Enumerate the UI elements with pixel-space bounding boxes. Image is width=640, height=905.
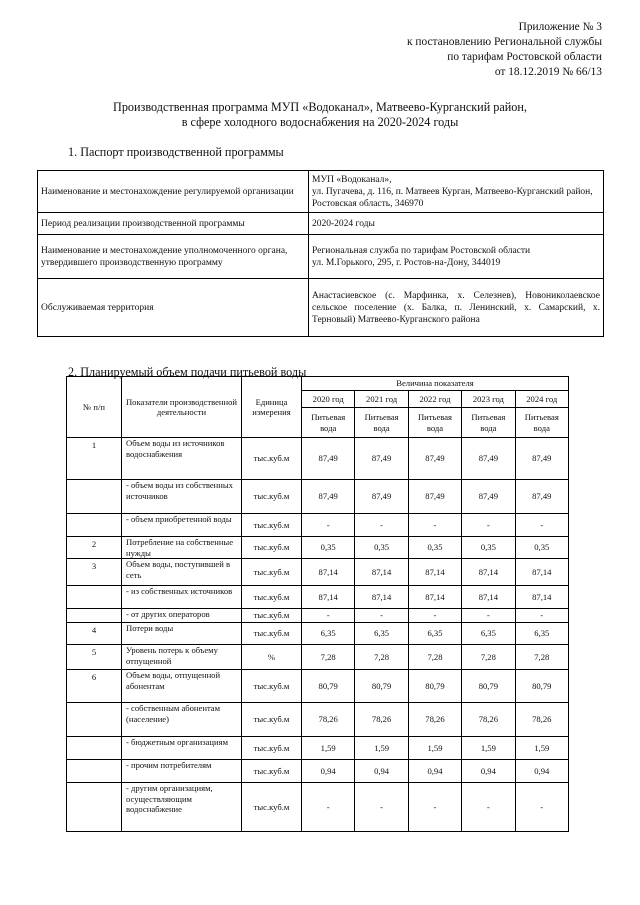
passport-row <box>38 235 604 279</box>
appendix-line-4: от 18.12.2019 № 66/13 <box>494 66 602 78</box>
row-value: 87,49 <box>302 480 355 514</box>
passport-row <box>38 213 604 235</box>
row-value: 87,14 <box>302 559 355 586</box>
row-number <box>67 737 122 760</box>
row-value: 1,59 <box>515 737 568 760</box>
row-value: - <box>302 609 355 623</box>
row-indicator: - от других операторов <box>122 609 242 623</box>
table-row <box>67 609 569 623</box>
row-value: 87,49 <box>408 438 461 480</box>
row-number <box>67 703 122 737</box>
row-number <box>67 586 122 609</box>
row-number: 2 <box>67 537 122 559</box>
row-number: 5 <box>67 645 122 670</box>
row-indicator: - из собственных источников <box>122 586 242 609</box>
row-unit: тыс.куб.м <box>242 609 302 623</box>
table-row <box>67 645 569 670</box>
row-value: 7,28 <box>355 645 408 670</box>
table-row <box>67 670 569 703</box>
row-value: 0,35 <box>408 537 461 559</box>
passport-value <box>309 235 604 279</box>
passport-row <box>38 171 604 213</box>
header-num: № п/п <box>67 377 122 438</box>
row-value: - <box>462 609 515 623</box>
row-value: - <box>515 783 568 832</box>
section-2-heading: 2. Планируемый объем подачи питьевой воды <box>68 365 307 379</box>
row-indicator: Потери воды <box>122 623 242 645</box>
table-row <box>67 559 569 586</box>
row-value: 6,35 <box>408 623 461 645</box>
header-water: Питьевая вода <box>302 408 355 438</box>
row-number <box>67 514 122 537</box>
row-indicator: - собственным абонентам (население) <box>122 703 242 737</box>
row-value: - <box>355 783 408 832</box>
row-value: 78,26 <box>355 703 408 737</box>
appendix-line-3: по тарифам Ростовской области <box>447 51 602 63</box>
row-number: 6 <box>67 670 122 703</box>
row-unit: тыс.куб.м <box>242 737 302 760</box>
row-value: 87,14 <box>462 586 515 609</box>
passport-label: Наименование и местонахождение уполномоченного органа, утвердившего производственную программу <box>38 235 309 279</box>
section-1-heading: 1. Паспорт производственной программы <box>68 145 284 159</box>
document-title <box>0 100 640 130</box>
header-indicator: Показатели производственной деятельности <box>122 377 242 438</box>
table-row <box>67 703 569 737</box>
row-number: 1 <box>67 438 122 480</box>
row-value: 80,79 <box>355 670 408 703</box>
row-unit: тыс.куб.м <box>242 586 302 609</box>
row-indicator: - другим организациям, осуществляющим водоснабжение <box>122 783 242 832</box>
passport-value-line: ул. М.Горького, 295, г. Ростов-на-Дону, 344019 <box>312 257 501 268</box>
row-value: 87,14 <box>408 559 461 586</box>
header-water: Питьевая вода <box>355 408 408 438</box>
passport-value: 2020-2024 годы <box>309 213 604 235</box>
row-value: 87,14 <box>462 559 515 586</box>
row-value: 78,26 <box>408 703 461 737</box>
row-unit: тыс.куб.м <box>242 438 302 480</box>
passport-label: Обслуживаемая территория <box>38 279 309 337</box>
appendix-line-1: Приложение № 3 <box>518 21 602 33</box>
header-water: Питьевая вода <box>462 408 515 438</box>
row-value: 1,59 <box>355 737 408 760</box>
passport-table <box>37 170 604 337</box>
row-value: 6,35 <box>355 623 408 645</box>
row-value: 87,14 <box>355 586 408 609</box>
row-indicator: - объем приобретенной воды <box>122 514 242 537</box>
row-value: 80,79 <box>462 670 515 703</box>
row-value: 1,59 <box>408 737 461 760</box>
row-value: 0,35 <box>302 537 355 559</box>
passport-value <box>309 171 604 213</box>
table-row <box>67 623 569 645</box>
row-value: 0,94 <box>302 760 355 783</box>
appendix-line-2: к постановлению Региональной службы <box>406 36 602 48</box>
passport-row <box>38 279 604 337</box>
row-unit: тыс.куб.м <box>242 760 302 783</box>
passport-value: Анастасиевское (с. Марфинка, х. Селезнев), Новониколаевское сельское поселение (х. Балка, п. Ленинский, х. Самарский, х. Терновый) Матвеево-Курганского района <box>309 279 604 337</box>
row-value: - <box>355 609 408 623</box>
row-number <box>67 760 122 783</box>
row-value: 0,94 <box>408 760 461 783</box>
row-indicator: - прочим потребителям <box>122 760 242 783</box>
row-indicator: Объем воды, поступившей в сеть <box>122 559 242 586</box>
row-unit: тыс.куб.м <box>242 670 302 703</box>
row-value: 87,49 <box>462 480 515 514</box>
table-row <box>67 514 569 537</box>
row-value: 87,49 <box>302 438 355 480</box>
row-value: - <box>302 783 355 832</box>
row-value: 87,49 <box>355 480 408 514</box>
row-unit: тыс.куб.м <box>242 537 302 559</box>
row-value: 1,59 <box>462 737 515 760</box>
title-line-2: в сфере холодного водоснабжения на 2020-2024 годы <box>181 115 459 129</box>
row-value: 87,49 <box>408 480 461 514</box>
table-row <box>67 760 569 783</box>
row-value: 87,14 <box>302 586 355 609</box>
row-value: 0,94 <box>462 760 515 783</box>
row-unit: тыс.куб.м <box>242 514 302 537</box>
row-value: 0,94 <box>355 760 408 783</box>
row-indicator: - объем воды из собственных источников <box>122 480 242 514</box>
row-value: 80,79 <box>302 670 355 703</box>
header-water: Питьевая вода <box>515 408 568 438</box>
header-value-group: Величина показателя <box>302 377 569 391</box>
row-value: 78,26 <box>515 703 568 737</box>
passport-value-line: ул. Пугачева, д. 116, п. Матвеев Курган, Матвеево-Курганский район, Ростовская область, 346970 <box>312 186 593 209</box>
header-year: 2021 год <box>355 391 408 408</box>
row-value: 6,35 <box>515 623 568 645</box>
row-unit: тыс.куб.м <box>242 559 302 586</box>
header-year: 2020 год <box>302 391 355 408</box>
appendix-block <box>407 20 602 80</box>
row-value: 6,35 <box>302 623 355 645</box>
row-value: - <box>462 514 515 537</box>
row-value: 87,14 <box>515 586 568 609</box>
row-unit: тыс.куб.м <box>242 783 302 832</box>
table-row <box>67 480 569 514</box>
header-year: 2022 год <box>408 391 461 408</box>
passport-label: Период реализации производственной программы <box>38 213 309 235</box>
row-value: 87,14 <box>355 559 408 586</box>
row-value: 0,94 <box>515 760 568 783</box>
row-value: 87,14 <box>515 559 568 586</box>
row-indicator: - бюджетным организациям <box>122 737 242 760</box>
row-value: - <box>408 783 461 832</box>
row-value: 87,14 <box>408 586 461 609</box>
row-value: - <box>515 514 568 537</box>
row-value: 7,28 <box>302 645 355 670</box>
row-value: 80,79 <box>408 670 461 703</box>
row-number: 3 <box>67 559 122 586</box>
row-number <box>67 609 122 623</box>
table-row <box>67 438 569 480</box>
header-unit: Единица измерения <box>242 377 302 438</box>
row-value: 87,49 <box>462 438 515 480</box>
row-value: 87,49 <box>355 438 408 480</box>
row-value: 7,28 <box>515 645 568 670</box>
table-row <box>67 737 569 760</box>
header-year: 2024 год <box>515 391 568 408</box>
row-number <box>67 480 122 514</box>
row-number <box>67 783 122 832</box>
row-value: 87,49 <box>515 438 568 480</box>
row-unit: тыс.куб.м <box>242 623 302 645</box>
row-value: 78,26 <box>302 703 355 737</box>
header-year: 2023 год <box>462 391 515 408</box>
row-value: 80,79 <box>515 670 568 703</box>
row-value: 6,35 <box>462 623 515 645</box>
row-unit: % <box>242 645 302 670</box>
row-value: - <box>302 514 355 537</box>
row-value: 7,28 <box>408 645 461 670</box>
passport-value-line: МУП «Водоканал», <box>312 174 392 185</box>
row-value: 0,35 <box>462 537 515 559</box>
row-indicator: Объем воды из источников водоснабжения <box>122 438 242 480</box>
table-row <box>67 537 569 559</box>
passport-value-line: Региональная служба по тарифам Ростовской области <box>312 245 531 256</box>
row-value: 87,49 <box>515 480 568 514</box>
row-value: 7,28 <box>462 645 515 670</box>
passport-label: Наименование и местонахождение регулируемой организации <box>38 171 309 213</box>
row-value: - <box>408 514 461 537</box>
title-line-1: Производственная программа МУП «Водоканал», Матвеево-Курганский район, <box>113 100 527 114</box>
row-value: 0,35 <box>355 537 408 559</box>
row-number: 4 <box>67 623 122 645</box>
row-unit: тыс.куб.м <box>242 703 302 737</box>
row-indicator: Уровень потерь к объему отпущенной <box>122 645 242 670</box>
table-row <box>67 586 569 609</box>
volume-table <box>66 376 569 832</box>
row-value: - <box>408 609 461 623</box>
row-indicator: Объем воды, отпущенной абонентам <box>122 670 242 703</box>
row-value: - <box>462 783 515 832</box>
row-value: 0,35 <box>515 537 568 559</box>
row-unit: тыс.куб.м <box>242 480 302 514</box>
header-water: Питьевая вода <box>408 408 461 438</box>
table-row <box>67 783 569 832</box>
row-value: 78,26 <box>462 703 515 737</box>
row-value: - <box>515 609 568 623</box>
row-indicator: Потребление на собственные нужды <box>122 537 242 559</box>
row-value: - <box>355 514 408 537</box>
row-value: 1,59 <box>302 737 355 760</box>
